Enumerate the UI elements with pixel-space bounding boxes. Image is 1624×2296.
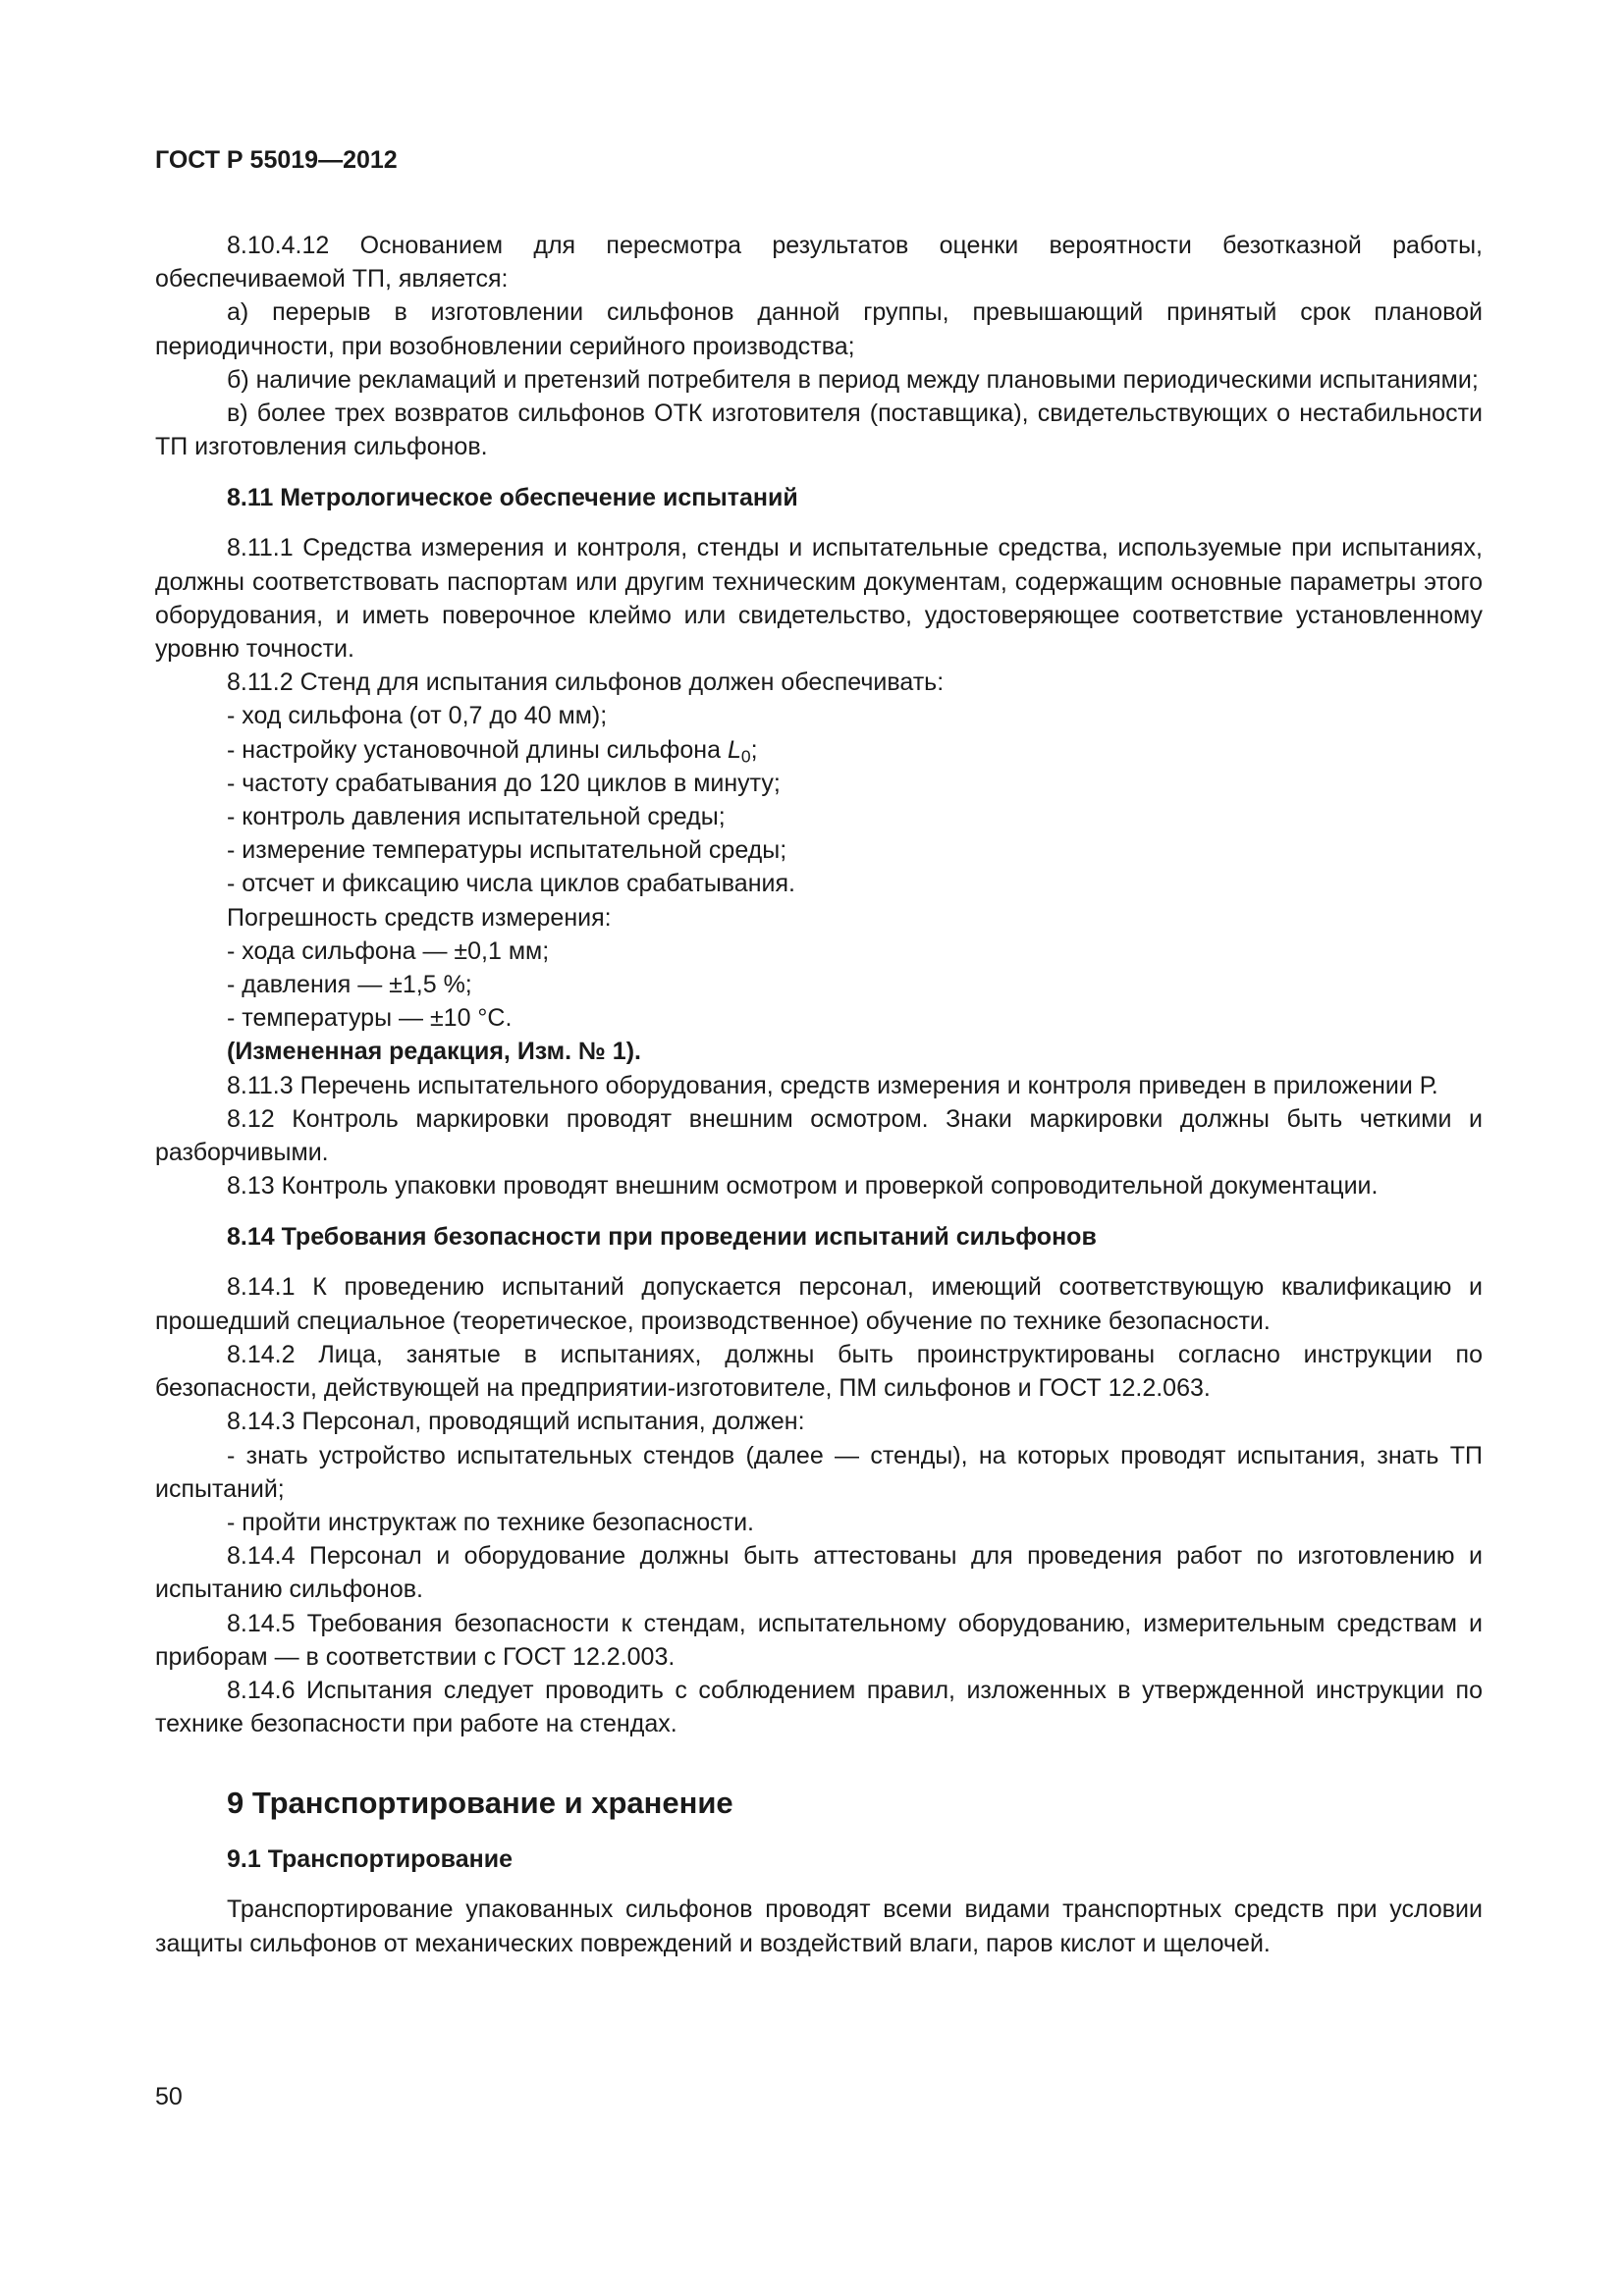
list-item-length-text: - настройку установочной длины сильфона <box>227 735 728 764</box>
document-body <box>155 229 1483 1960</box>
paragraph-8-10-4-12: 8.10.4.12 Основанием для пересмотра результатов оценки вероятности безотказной работы, обеспечиваемой ТП, является: <box>155 232 1483 294</box>
list-item-briefing: - пройти инструктаж по технике безопасности. <box>227 1508 754 1536</box>
paragraph-8-14-5: 8.14.5 Требования безопасности к стендам, испытательному оборудованию, измерительным средствам и приборам — в соответствии с ГОСТ 12.2.003. <box>155 1609 1483 1671</box>
list-item-a: а) перерыв в изготовлении сильфонов данной группы, превышающий принятый срок плановой периодичности, при возобновлении серийного производства; <box>155 298 1483 360</box>
accuracy-item-pressure: - давления — ±1,5 %; <box>227 971 472 999</box>
section-heading-8-14: 8.14 Требования безопасности при проведении испытаний сильфонов <box>227 1223 1097 1252</box>
list-item-pressure-control: - контроль давления испытательной среды; <box>227 803 726 831</box>
list-item-know-stands: - знать устройство испытательных стендов (далее — стенды), на которых проводят испытания, знать ТП испытаний; <box>155 1441 1483 1503</box>
paragraph-8-14-1: 8.14.1 К проведению испытаний допускается персонал, имеющий соответствующую квалификацию и прошедший специальное (теоретическое, производственное) обучение по технике безопасности. <box>155 1273 1483 1335</box>
list-item-temperature: - измерение температуры испытательной среды; <box>227 836 787 865</box>
length-symbol: L <box>727 735 741 764</box>
list-item-b: б) наличие рекламаций и претензий потребителя в период между плановыми периодическими испытаниями; <box>227 365 1479 394</box>
paragraph-8-14-6: 8.14.6 Испытания следует проводить с соблюдением правил, изложенных в утвержденной инструкции по технике безопасности при работе на стендах. <box>155 1676 1483 1738</box>
paragraph-8-12: 8.12 Контроль маркировки проводят внешним осмотром. Знаки маркировки должны быть четкими и разборчивыми. <box>155 1104 1483 1167</box>
paragraph-8-11-1: 8.11.1 Средства измерения и контроля, стенды и испытательные средства, используемые при испытаниях, должны соответствовать паспортам или другим техническим документам, содержащим основные параметры этого оборудования, и иметь поверочное клеймо или свидетельство, удостоверяющее соответствие установленному уровню точности. <box>155 534 1483 664</box>
section-heading-8-11: 8.11 Метрологическое обеспечение испытаний <box>227 484 798 512</box>
list-item-cycle-count: - отсчет и фиксацию числа циклов срабатывания. <box>227 870 795 898</box>
document-page <box>155 145 1483 1960</box>
paragraph-9-1: Транспортирование упакованных сильфонов проводят всеми видами транспортных средств при условии защиты сильфонов от механических повреждений и воздействий влаги, паров кислот и щелочей. <box>155 1896 1483 1957</box>
paragraph-8-11-2: 8.11.2 Стенд для испытания сильфонов должен обеспечивать: <box>227 668 945 697</box>
chapter-heading-9: 9 Транспортирование и хранение <box>227 1786 733 1821</box>
list-item-length-end: ; <box>750 735 758 764</box>
list-item-frequency: - частоту срабатывания до 120 циклов в минуту; <box>227 769 781 797</box>
document-header: ГОСТ Р 55019—2012 <box>155 146 398 174</box>
accuracy-title: Погрешность средств измерения: <box>227 903 612 932</box>
length-subscript: 0 <box>740 746 751 767</box>
paragraph-8-11-3: 8.11.3 Перечень испытательного оборудования, средств измерения и контроля приведен в приложении Р. <box>227 1071 1438 1099</box>
paragraph-8-14-3: 8.14.3 Персонал, проводящий испытания, должен: <box>227 1408 805 1436</box>
paragraph-8-14-4: 8.14.4 Персонал и оборудование должны быть аттестованы для проведения работ по изготовлению и испытанию сильфонов. <box>155 1542 1483 1604</box>
accuracy-item-stroke: - хода сильфона — ±0,1 мм; <box>227 936 550 965</box>
paragraph-8-14-2: 8.14.2 Лица, занятые в испытаниях, должны быть проинструктированы согласно инструкции по безопасности, действующей на предприятии-изготовителе, ПМ сильфонов и ГОСТ 12.2.063. <box>155 1340 1483 1403</box>
paragraph-8-13: 8.13 Контроль упаковки проводят внешним осмотром и проверкой сопроводительной документации. <box>227 1172 1379 1201</box>
amendment-note: (Измененная редакция, Изм. № 1). <box>227 1038 641 1066</box>
section-heading-9-1: 9.1 Транспортирование <box>227 1845 513 1874</box>
accuracy-item-temperature: - температуры — ±10 °С. <box>227 1004 513 1033</box>
list-item-length <box>155 733 1483 767</box>
list-item-stroke: - ход сильфона (от 0,7 до 40 мм); <box>227 702 608 730</box>
list-item-v: в) более трех возвратов сильфонов ОТК изготовителя (поставщика), свидетельствующих о нестабильности ТП изготовления сильфонов. <box>155 400 1483 461</box>
page-number: 50 <box>155 2083 183 2110</box>
